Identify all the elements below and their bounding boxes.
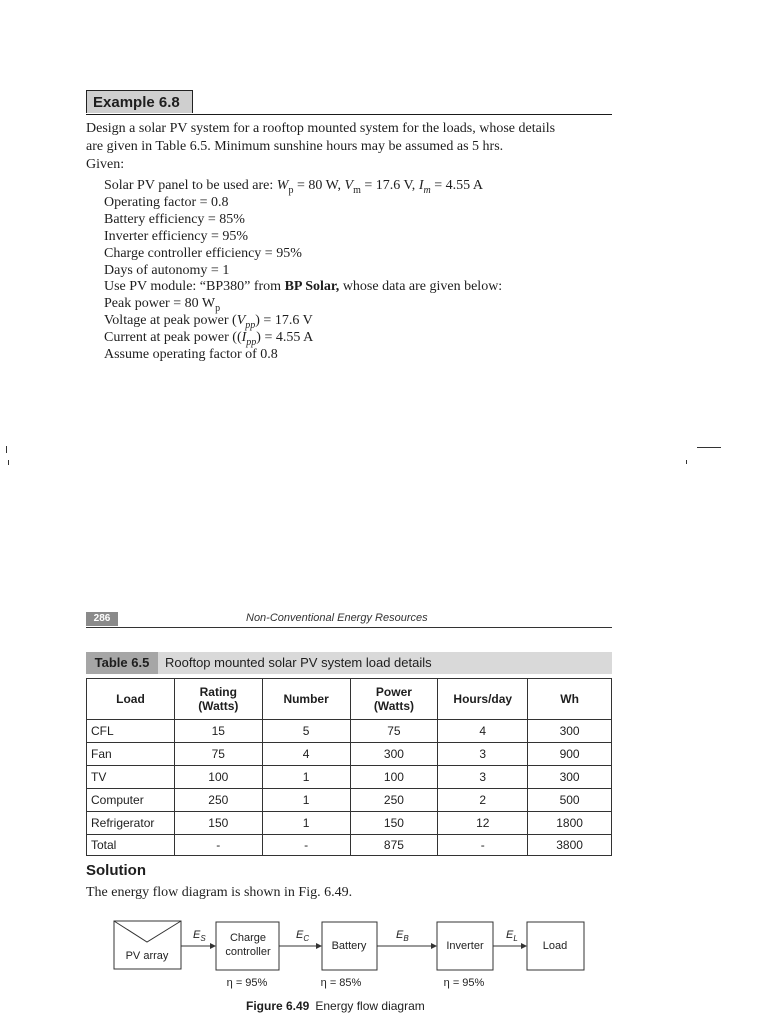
cell: 75	[350, 720, 438, 743]
charge-controller-label-2: controller	[225, 946, 271, 958]
cell: 100	[174, 766, 262, 789]
table-caption	[86, 652, 612, 674]
cell: Fan	[87, 743, 175, 766]
cell: 250	[174, 789, 262, 812]
figure-caption-text: Energy flow diagram	[315, 999, 425, 1013]
cell: 12	[438, 812, 528, 835]
cell: 100	[350, 766, 438, 789]
cell: 300	[350, 743, 438, 766]
cell: 150	[174, 812, 262, 835]
cell: TV	[87, 766, 175, 789]
cell: Computer	[87, 789, 175, 812]
cell: 1	[262, 812, 350, 835]
cell: 15	[174, 720, 262, 743]
solution-heading: Solution	[86, 862, 146, 879]
load-label: Load	[542, 940, 568, 952]
cell: 1	[262, 766, 350, 789]
cell: 300	[528, 766, 612, 789]
given-list	[104, 178, 502, 364]
battery-label: Battery	[331, 940, 367, 952]
cell: Total	[87, 835, 175, 856]
cell: 75	[174, 743, 262, 766]
pv-array-label: PV array	[125, 950, 169, 962]
table-row	[87, 720, 612, 743]
given-controller-efficiency: Charge controller efficiency = 95%	[104, 245, 302, 261]
charge-controller-label-1: Charge	[229, 932, 267, 944]
given-panel-specs: Solar PV panel to be used are: $W_p = 80$ W, $V_m = 17.6$ V, $I_m = 4.55$ A	[104, 178, 483, 196]
inverter-label: Inverter	[446, 940, 484, 952]
given-module: Use PV module: “BP380” from BP Solar, whose data are given below:	[104, 279, 503, 295]
cell: 2	[438, 789, 528, 812]
header-number: Number	[262, 679, 350, 720]
solution-text: The energy flow diagram is shown in Fig. 6.49.	[86, 885, 353, 900]
cell: 3	[438, 743, 528, 766]
table-label: Table 6.5	[86, 652, 158, 674]
cell: 4	[438, 720, 528, 743]
cell: 150	[350, 812, 438, 835]
cell: 875	[350, 835, 438, 856]
table-row	[87, 743, 612, 766]
cell: 1	[262, 789, 350, 812]
problem-line-1: Design a solar PV system for a rooftop mounted system for the loads, whose details	[86, 121, 556, 136]
load-table	[86, 678, 612, 856]
cell: CFL	[87, 720, 175, 743]
cell: 3800	[528, 835, 612, 856]
given-current-peak: Current at peak power ($(I_{pp}) = 4.55$ A	[104, 330, 314, 348]
given-autonomy: Days of autonomy = 1	[104, 262, 230, 278]
header-power: Power (Watts)	[350, 679, 438, 720]
table-row	[87, 766, 612, 789]
table-row	[87, 789, 612, 812]
given-inverter-efficiency: Inverter efficiency = 95%	[104, 228, 249, 244]
figure-label: Figure 6.49	[246, 999, 310, 1013]
given-voltage-peak: Voltage at peak power $(V_{pp}) = 17.6$ V	[104, 313, 313, 332]
cell: 300	[528, 720, 612, 743]
arrow-es-label: $E_S$	[193, 929, 206, 943]
scan-mark	[8, 460, 9, 465]
table-row	[87, 812, 612, 835]
arrow-ec-label: $E_C$	[296, 929, 310, 943]
cell: 900	[528, 743, 612, 766]
controller-efficiency: η = 95%	[226, 977, 268, 989]
energy-flow-diagram	[0, 910, 768, 996]
cell: -	[262, 835, 350, 856]
cell: Refrigerator	[87, 812, 175, 835]
problem-line-2: are given in Table 6.5. Minimum sunshine hours may be assumed as 5 hrs.	[86, 139, 504, 154]
running-title: Non-Conventional Energy Resources	[246, 612, 428, 624]
scan-mark	[686, 460, 687, 464]
arrow-eb-label: $E_B$	[396, 929, 409, 943]
given-operating-factor: Operating factor = 0.8	[104, 194, 229, 210]
given-battery-efficiency: Battery efficiency = 85%	[104, 211, 245, 227]
header-wh: Wh	[528, 679, 612, 720]
given-label: Given:	[86, 157, 125, 172]
cell: 250	[350, 789, 438, 812]
cell: 500	[528, 789, 612, 812]
cell: 1800	[528, 812, 612, 835]
header-load: Load	[87, 679, 175, 720]
header-rating: Rating (Watts)	[174, 679, 262, 720]
scan-mark	[697, 447, 721, 448]
pv-array-envelope-lines	[114, 921, 181, 942]
table-title: Rooftop mounted solar PV system load details	[165, 655, 432, 670]
cell: 4	[262, 743, 350, 766]
battery-efficiency: η = 85%	[320, 977, 362, 989]
table-row-total	[87, 835, 612, 856]
cell: -	[438, 835, 528, 856]
given-peak-power: Peak power = 80 $W_p$	[104, 296, 221, 315]
example-label: Example 6.8	[86, 90, 193, 113]
cell: 3	[438, 766, 528, 789]
scan-mark	[6, 446, 7, 453]
example-heading	[86, 90, 612, 115]
figure-caption	[246, 999, 425, 1013]
given-assume: Assume operating factor of 0.8	[104, 347, 278, 363]
arrow-el-label: $E_L$	[506, 929, 518, 943]
cell: -	[174, 835, 262, 856]
table-header-row	[87, 679, 612, 720]
header-hours: Hours/day	[438, 679, 528, 720]
cell: 5	[262, 720, 350, 743]
inverter-efficiency: η = 95%	[443, 977, 485, 989]
page-number: 286	[86, 612, 118, 626]
header-rule	[86, 627, 612, 628]
